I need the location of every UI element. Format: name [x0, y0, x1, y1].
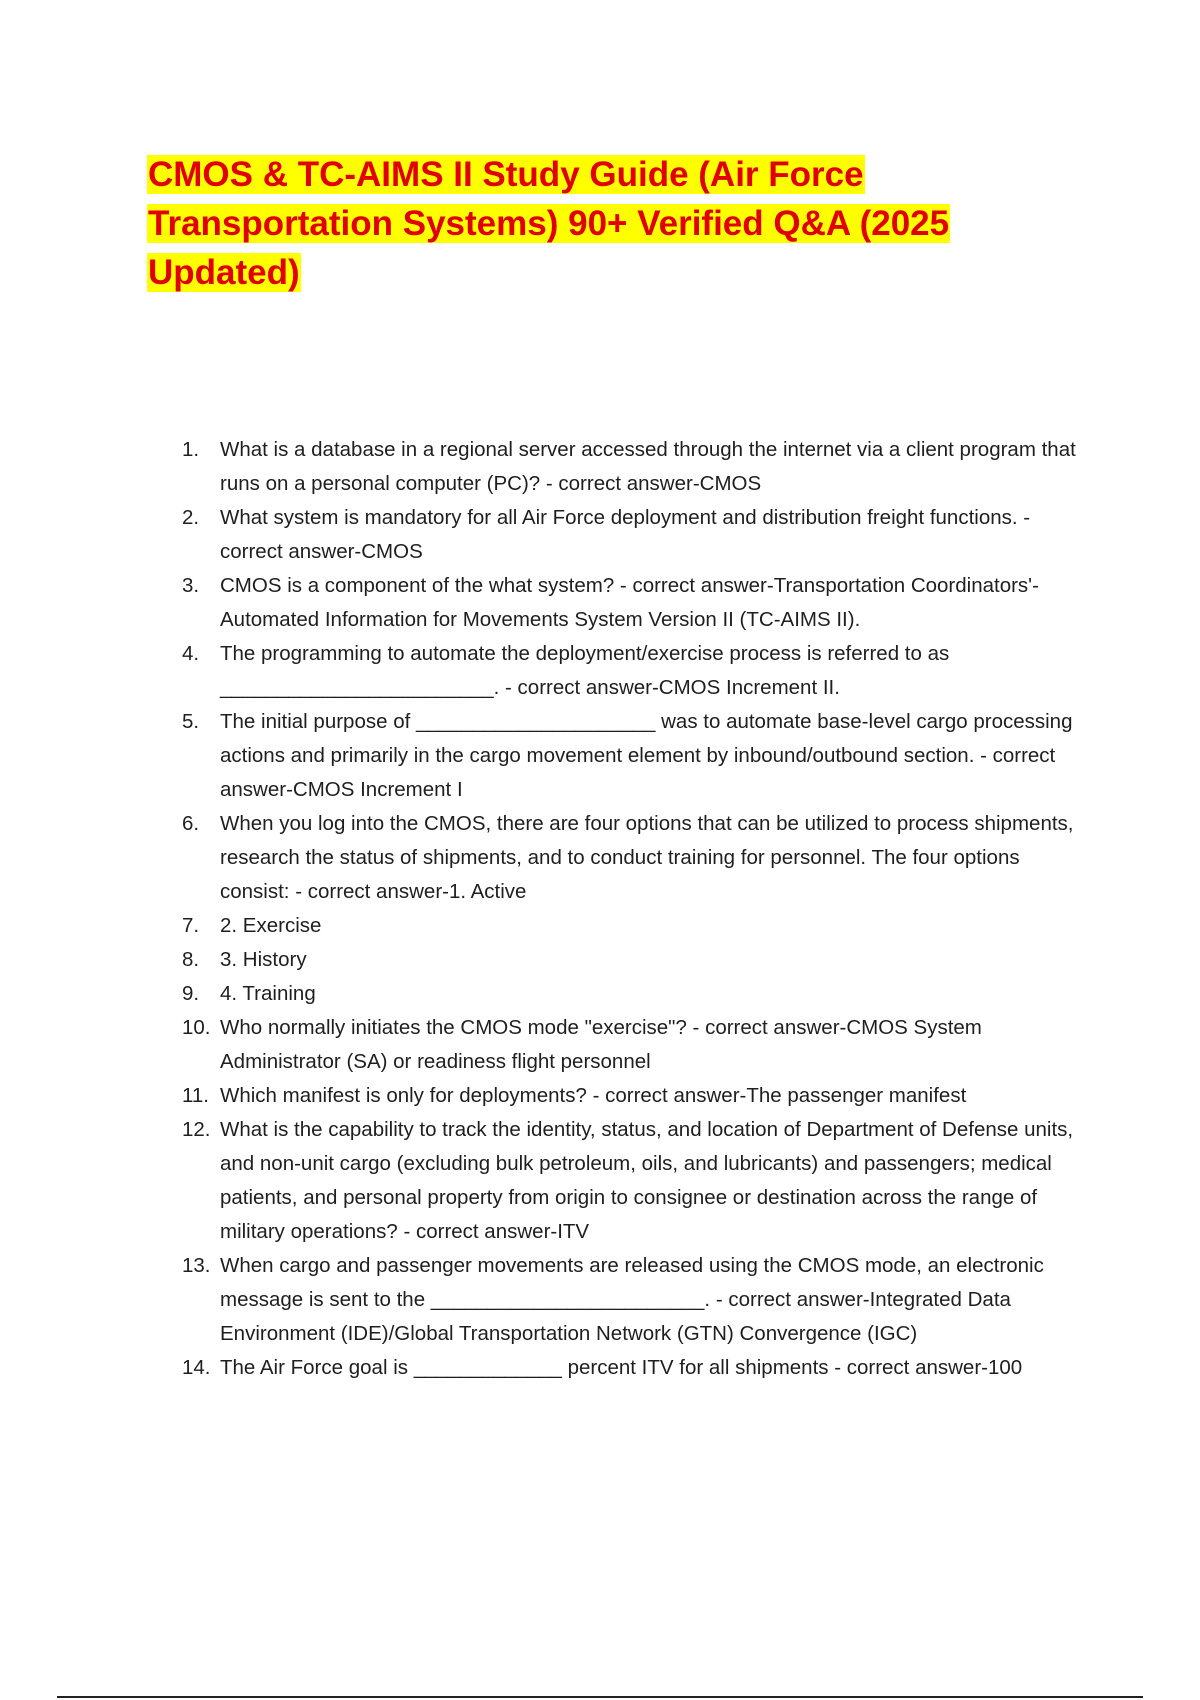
question-item [182, 807, 1082, 909]
question-number: 12. [182, 1118, 211, 1141]
question-item [182, 569, 1082, 637]
question-item [182, 909, 1082, 943]
question-number: 6. [182, 812, 200, 835]
question-item [182, 1079, 1082, 1113]
question-item [182, 1113, 1082, 1249]
question-item [182, 1351, 1082, 1385]
question-text: What system is mandatory for all Air Force deployment and distribution freight functions. - correct answer-CMOS [220, 506, 1031, 563]
question-item [182, 433, 1082, 501]
question-number: 5. [182, 710, 200, 733]
question-text: Who normally initiates the CMOS mode "exercise"? - correct answer-CMOS System Administrator (SA) or readiness flight personnel [220, 1016, 982, 1073]
question-item [182, 943, 1082, 977]
question-number: 8. [182, 948, 200, 971]
question-item [182, 977, 1082, 1011]
question-number: 14. [182, 1356, 211, 1379]
question-text: What is a database in a regional server accessed through the internet via a client program that runs on a personal computer (PC)? - correct answer-CMOS [220, 438, 1076, 495]
question-item [182, 501, 1082, 569]
document-title [147, 150, 1007, 297]
question-text: 4. Training [220, 982, 316, 1005]
question-number: 9. [182, 982, 200, 1005]
question-text: When you log into the CMOS, there are four options that can be utilized to process shipments, research the status of shipments, and to conduct training for personnel. The four options consist: - correct answer-1. Active [220, 812, 1074, 903]
question-number: 7. [182, 914, 200, 937]
title-line-1: CMOS & TC-AIMS II Study Guide (Air Force [148, 155, 864, 194]
question-text: The programming to automate the deployment/exercise process is referred to as ________________________. - correct answer-CMOS Increment II. [220, 642, 950, 699]
question-text: The initial purpose of _____________________ was to automate base-level cargo processing actions and primarily in the cargo movement element by inbound/outbound section. - correct answer-CMOS Increment I [220, 710, 1073, 801]
question-list [182, 433, 1082, 1385]
question-item [182, 705, 1082, 807]
question-item [182, 637, 1082, 705]
footer-divider [57, 1696, 1143, 1698]
question-text: 2. Exercise [220, 914, 322, 937]
question-number: 2. [182, 506, 200, 529]
question-item [182, 1011, 1082, 1079]
question-text: CMOS is a component of the what system? - correct answer-Transportation Coordinators'-Automated Information for Movements System Version II (TC-AIMS II). [220, 574, 1039, 631]
question-text: 3. History [220, 948, 307, 971]
question-text: When cargo and passenger movements are released using the CMOS mode, an electronic message is sent to the ________________________. - correct answer-Integrated Data Environment (IDE)/Global Transportation Network (GTN) Convergence (IGC) [220, 1254, 1044, 1345]
question-number: 1. [182, 438, 200, 461]
question-text: The Air Force goal is _____________ percent ITV for all shipments - correct answer-100 [220, 1356, 1023, 1379]
question-number: 4. [182, 642, 200, 665]
question-text: What is the capability to track the identity, status, and location of Department of Defense units, and non-unit cargo (excluding bulk petroleum, oils, and lubricants) and passengers; medical patients, and personal property from origin to consignee or destination across the range of military operations? - correct answer-ITV [220, 1118, 1074, 1243]
question-number: 13. [182, 1254, 211, 1277]
title-line-2: Transportation Systems) 90+ Verified Q&A (2025 [148, 204, 950, 243]
question-text: Which manifest is only for deployments? - correct answer-The passenger manifest [220, 1084, 967, 1107]
question-item [182, 1249, 1082, 1351]
question-number: 11. [182, 1084, 209, 1107]
question-number: 3. [182, 574, 200, 597]
title-line-3: Updated) [148, 253, 300, 292]
question-number: 10. [182, 1016, 211, 1039]
